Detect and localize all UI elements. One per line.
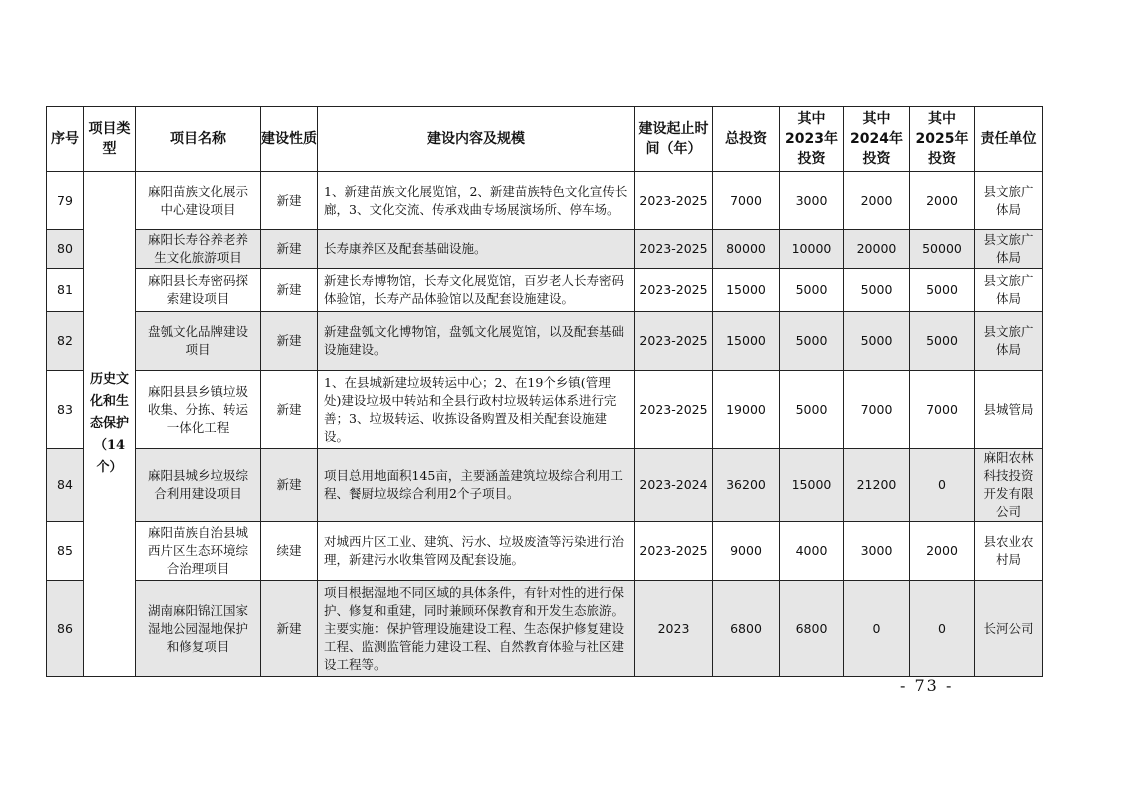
cell-name: 盘瓠文化品牌建设项目: [136, 312, 261, 371]
header-inv2024: 其中2024年投资: [844, 107, 910, 172]
cell-period: 2023-2025: [635, 269, 713, 312]
cell-total: 19000: [713, 371, 780, 449]
cell-total: 15000: [713, 269, 780, 312]
cell-inv2023: 10000: [780, 230, 844, 269]
header-nature: 建设性质: [261, 107, 318, 172]
cell-seq: 86: [47, 581, 84, 677]
table-row: [47, 581, 1043, 677]
cell-nature: 新建: [261, 312, 318, 371]
cell-inv2023: 5000: [780, 312, 844, 371]
cell-inv2024: 0: [844, 581, 910, 677]
cell-seq: 85: [47, 522, 84, 581]
table-header-row: [47, 107, 1043, 172]
cell-nature: 新建: [261, 269, 318, 312]
cell-seq: 79: [47, 172, 84, 230]
cell-total: 9000: [713, 522, 780, 581]
cell-period: 2023-2025: [635, 312, 713, 371]
header-category: 项目类型: [84, 107, 136, 172]
cell-period: 2023-2025: [635, 522, 713, 581]
cell-total: 36200: [713, 449, 780, 522]
cell-inv2024: 5000: [844, 312, 910, 371]
cell-content: 新建长寿博物馆，长寿文化展览馆，百岁老人长寿密码体验馆，长寿产品体验馆以及配套设施建设。: [318, 269, 635, 312]
cell-nature: 新建: [261, 172, 318, 230]
header-inv2025: 其中2025年投资: [910, 107, 975, 172]
cell-seq: 80: [47, 230, 84, 269]
cell-name: 麻阳县县乡镇垃圾收集、分拣、转运一体化工程: [136, 371, 261, 449]
page-number: - 73 -: [900, 676, 954, 695]
table-row: [47, 371, 1043, 449]
cell-unit: 县文旅广体局: [975, 269, 1043, 312]
table-row: [47, 449, 1043, 522]
cell-inv2023: 15000: [780, 449, 844, 522]
cell-unit: 县城管局: [975, 371, 1043, 449]
cell-inv2025: 50000: [910, 230, 975, 269]
cell-inv2024: 7000: [844, 371, 910, 449]
cell-nature: 新建: [261, 449, 318, 522]
cell-unit: 县文旅广体局: [975, 172, 1043, 230]
cell-inv2023: 5000: [780, 269, 844, 312]
cell-unit: 麻阳农林科技投资开发有限公司: [975, 449, 1043, 522]
cell-inv2024: 20000: [844, 230, 910, 269]
cell-name: 麻阳长寿谷养老养生文化旅游项目: [136, 230, 261, 269]
cell-inv2025: 5000: [910, 269, 975, 312]
cell-name: 麻阳县长寿密码探索建设项目: [136, 269, 261, 312]
header-seq: 序号: [47, 107, 84, 172]
cell-seq: 83: [47, 371, 84, 449]
cell-inv2025: 2000: [910, 172, 975, 230]
cell-inv2023: 6800: [780, 581, 844, 677]
cell-nature: 新建: [261, 230, 318, 269]
cell-content: 对城西片区工业、建筑、污水、垃圾废渣等污染进行治理，新建污水收集管网及配套设施。: [318, 522, 635, 581]
cell-total: 6800: [713, 581, 780, 677]
category-cell: 历史文化和生态保护（14个）: [84, 172, 136, 677]
header-unit: 责任单位: [975, 107, 1043, 172]
cell-seq: 82: [47, 312, 84, 371]
table-row: [47, 522, 1043, 581]
cell-inv2025: 7000: [910, 371, 975, 449]
cell-period: 2023-2025: [635, 371, 713, 449]
table-row: [47, 230, 1043, 269]
header-total: 总投资: [713, 107, 780, 172]
cell-name: 麻阳苗族文化展示中心建设项目: [136, 172, 261, 230]
cell-period: 2023: [635, 581, 713, 677]
header-period: 建设起止时间（年）: [635, 107, 713, 172]
cell-content: 长寿康养区及配套基础设施。: [318, 230, 635, 269]
cell-content: 项目总用地面积145亩，主要涵盖建筑垃圾综合利用工程、餐厨垃圾综合利用2个子项目。: [318, 449, 635, 522]
header-content: 建设内容及规模: [318, 107, 635, 172]
cell-content: 1、在县城新建垃圾转运中心；2、在19个乡镇(管理处)建设垃圾中转站和全县行政村垃圾转运体系进行完善；3、垃圾转运、收拣设备购置及相关配套设施建设。: [318, 371, 635, 449]
cell-inv2024: 21200: [844, 449, 910, 522]
cell-period: 2023-2025: [635, 230, 713, 269]
cell-unit: 县农业农村局: [975, 522, 1043, 581]
cell-inv2025: 5000: [910, 312, 975, 371]
cell-inv2023: 3000: [780, 172, 844, 230]
cell-total: 80000: [713, 230, 780, 269]
table-row: [47, 269, 1043, 312]
table-row: [47, 172, 1043, 230]
cell-inv2024: 3000: [844, 522, 910, 581]
header-inv2023: 其中2023年投资: [780, 107, 844, 172]
cell-total: 15000: [713, 312, 780, 371]
cell-name: 湖南麻阳锦江国家湿地公园湿地保护和修复项目: [136, 581, 261, 677]
cell-period: 2023-2024: [635, 449, 713, 522]
cell-period: 2023-2025: [635, 172, 713, 230]
cell-nature: 新建: [261, 581, 318, 677]
cell-inv2024: 5000: [844, 269, 910, 312]
cell-inv2025: 0: [910, 581, 975, 677]
cell-inv2025: 2000: [910, 522, 975, 581]
table-row: [47, 312, 1043, 371]
cell-total: 7000: [713, 172, 780, 230]
cell-content: 1、新建苗族文化展览馆，2、新建苗族特色文化宣传长廊，3、文化交流、传承戏曲专场展演场所、停车场。: [318, 172, 635, 230]
cell-inv2023: 5000: [780, 371, 844, 449]
cell-content: 项目根据湿地不同区域的具体条件，有针对性的进行保护、修复和重建，同时兼顾环保教育和开发生态旅游。主要实施：保护管理设施建设工程、生态保护修复建设工程、监测监管能力建设工程、自然教育体验与社区建设工程等。: [318, 581, 635, 677]
cell-name: 麻阳苗族自治县城西片区生态环境综合治理项目: [136, 522, 261, 581]
header-name: 项目名称: [136, 107, 261, 172]
cell-seq: 81: [47, 269, 84, 312]
cell-name: 麻阳县城乡垃圾综合利用建设项目: [136, 449, 261, 522]
cell-inv2025: 0: [910, 449, 975, 522]
cell-seq: 84: [47, 449, 84, 522]
cell-content: 新建盘瓠文化博物馆，盘瓠文化展览馆，以及配套基础设施建设。: [318, 312, 635, 371]
project-table: [46, 106, 1043, 677]
cell-unit: 县文旅广体局: [975, 230, 1043, 269]
cell-nature: 续建: [261, 522, 318, 581]
cell-inv2024: 2000: [844, 172, 910, 230]
cell-unit: 县文旅广体局: [975, 312, 1043, 371]
cell-unit: 长河公司: [975, 581, 1043, 677]
cell-nature: 新建: [261, 371, 318, 449]
cell-inv2023: 4000: [780, 522, 844, 581]
